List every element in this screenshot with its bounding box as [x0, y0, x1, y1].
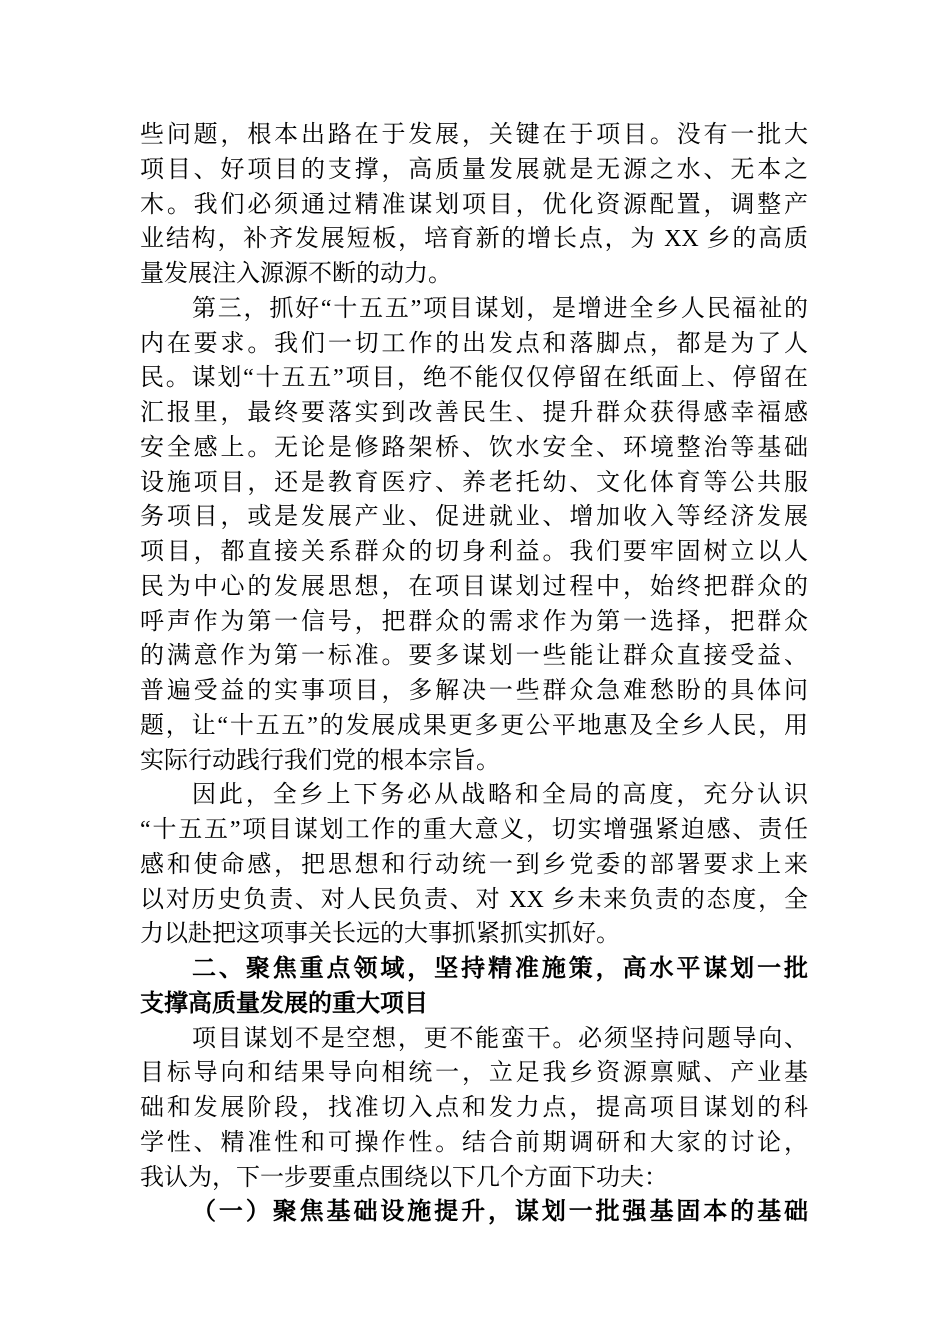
heading-line: 二、聚焦重点领域，坚持精准施策，高水平谋划一批 — [192, 956, 808, 982]
text-line: 的满意作为第一标准。要多谋划一些能让群众直接受益、 — [140, 643, 808, 670]
text-line: 民。谋划“十五五”项目，绝不能仅仅停留在纸面上、停留在 — [140, 365, 808, 392]
text-line: 题，让“十五五”的发展成果更多更公平地惠及全乡人民，用 — [140, 712, 808, 739]
text-line: 第三，抓好“十五五”项目谋划，是增进全乡人民福祉的 — [192, 295, 808, 322]
text-line: 因此，全乡上下务必从战略和全局的高度，充分认识 — [192, 782, 808, 809]
heading-line: 支撑高质量发展的重大项目 — [140, 990, 428, 1017]
text-line: 内在要求。我们一切工作的出发点和落脚点，都是为了人 — [140, 330, 808, 357]
text-line: 汇报里，最终要落实到改善民生、提升群众获得感幸福感 — [140, 400, 808, 426]
text-line: 力以赴把这项事关长远的大事抓紧抓实抓好。 — [140, 921, 620, 948]
text-line: 项目、好项目的支撑，高质量发展就是无源之水、无本之 — [140, 156, 808, 183]
heading-line: （一）聚焦基础设施提升，谋划一批强基固本的基础 — [192, 1199, 808, 1226]
text-line: “十五五”项目谋划工作的重大意义，切实增强紧迫感、责任 — [140, 817, 808, 843]
text-line: 业结构，补齐发展短板，培育新的增长点，为 XX 乡的高质 — [140, 226, 808, 253]
text-line: 普遍受益的实事项目，多解决一些群众急难愁盼的具体问 — [140, 678, 808, 704]
text-line: 民为中心的发展思想，在项目谋划过程中，始终把群众的 — [140, 573, 808, 600]
text-line: 务项目，或是发展产业、促进就业、增加收入等经济发展 — [140, 504, 808, 531]
text-line: 感和使命感，把思想和行动统一到乡党委的部署要求上来 — [140, 851, 808, 878]
text-line: 量发展注入源源不断的动力。 — [140, 261, 452, 287]
text-line: 安全感上。无论是修路架桥、饮水安全、环境整治等基础 — [140, 434, 808, 461]
text-line: 木。我们必须通过精准谋划项目，优化资源配置，调整产 — [140, 191, 808, 218]
text-line: 目标导向和结果导向相统一，立足我乡资源禀赋、产业基 — [140, 1060, 808, 1087]
text-line: 础和发展阶段，找准切入点和发力点，提高项目谋划的科 — [140, 1095, 808, 1121]
text-line: 以对历史负责、对人民负责、对 XX 乡未来负责的态度，全 — [140, 886, 808, 913]
text-line: 项目谋划不是空想，更不能蛮干。必须坚持问题导向、 — [192, 1025, 808, 1052]
text-line: 项目，都直接关系群众的切身利益。我们要牢固树立以人 — [140, 539, 808, 565]
text-line: 我认为，下一步要重点围绕以下几个方面下功夫： — [140, 1164, 668, 1191]
text-line: 设施项目，还是教育医疗、养老托幼、文化体育等公共服 — [140, 469, 808, 496]
text-line: 些问题，根本出路在于发展，关键在于项目。没有一批大 — [140, 122, 808, 148]
text-line: 实际行动践行我们党的根本宗旨。 — [140, 747, 500, 774]
text-line: 学性、精准性和可操作性。结合前期调研和大家的讨论， — [140, 1129, 808, 1156]
text-line: 呼声作为第一信号，把群众的需求作为第一选择，把群众 — [140, 608, 808, 635]
document-text — [140, 118, 808, 1230]
